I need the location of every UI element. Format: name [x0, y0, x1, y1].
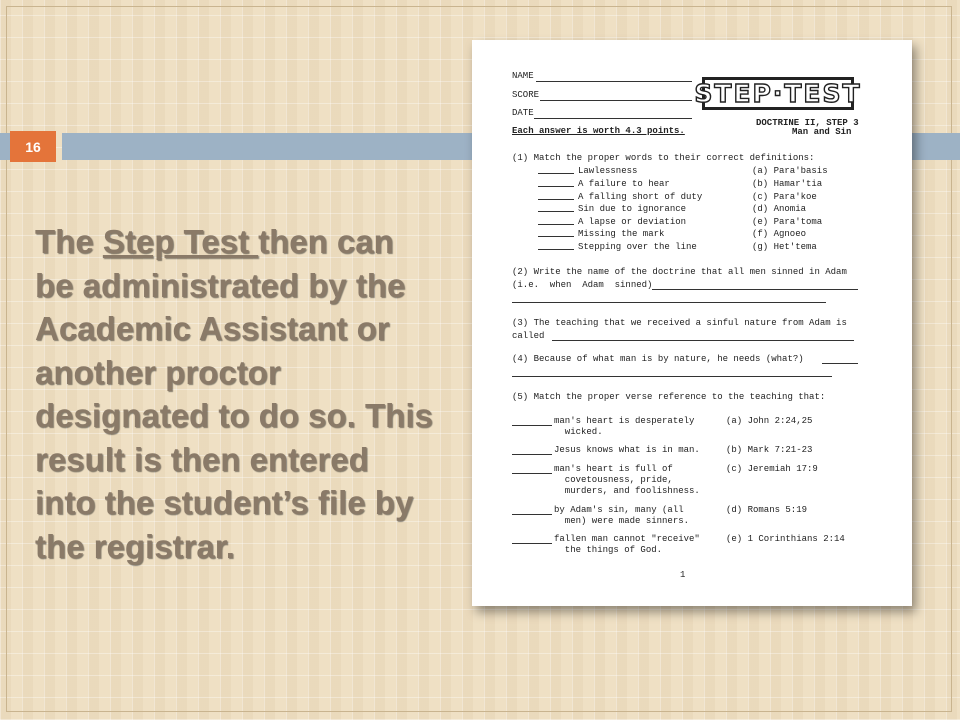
question-3-cont: called	[512, 331, 545, 341]
q1-option: (f) Agnoeo	[752, 229, 807, 239]
answer-blank	[512, 543, 552, 544]
answer-blank	[552, 340, 854, 341]
q5-reference: (c) Jeremiah 17:9	[726, 464, 818, 474]
score-blank	[540, 100, 692, 101]
answer-blank	[652, 289, 858, 290]
answer-blank	[538, 236, 574, 237]
answer-blank	[538, 249, 574, 250]
q1-term: Lawlessness	[578, 166, 638, 176]
doctrine-heading: DOCTRINE II, STEP 3	[756, 118, 859, 128]
q5-reference: (b) Mark 7:21-23	[726, 445, 813, 455]
page-number: 1	[680, 570, 686, 580]
name-blank	[536, 81, 692, 82]
q1-term: A lapse or deviation	[578, 217, 687, 227]
step-test-document	[472, 40, 912, 606]
q1-option: (b) Hamar'tia	[752, 179, 823, 189]
body-text-rest: then can be administrated by the Academic Assistant or another proctor designated to do so. This result is then entered into the student’s file by the registrar.	[35, 223, 433, 565]
answer-blank	[538, 211, 574, 212]
points-note: Each answer is worth 4.3 points.	[512, 126, 685, 136]
q5-reference: (e) 1 Corinthians 2:14	[726, 534, 845, 544]
q1-option: (c) Para'koe	[752, 192, 817, 202]
doctrine-subheading: Man and Sin	[792, 127, 852, 137]
slide-number: 16	[10, 131, 56, 162]
slide-body-text	[35, 220, 435, 568]
question-5: (5) Match the proper verse reference to the teaching that:	[512, 392, 826, 402]
answer-blank	[538, 173, 574, 174]
q1-term: Missing the mark	[578, 229, 665, 239]
score-label: SCORE	[512, 90, 540, 100]
question-4: (4) Because of what man is by nature, he needs (what?)	[512, 354, 804, 364]
header-band-left	[0, 133, 10, 160]
date-label: DATE	[512, 108, 534, 118]
answer-blank	[538, 199, 574, 200]
q1-option: (e) Para'toma	[752, 217, 823, 227]
answer-blank	[538, 224, 574, 225]
answer-blank	[512, 302, 826, 303]
question-2: (2) Write the name of the doctrine that all men sinned in Adam	[512, 267, 847, 277]
q1-option: (a) Para'basis	[752, 166, 828, 176]
question-3: (3) The teaching that we received a sinful nature from Adam is	[512, 318, 847, 328]
q5-statement: man's heart is desperately wicked.	[554, 416, 695, 437]
q1-term: Stepping over the line	[578, 242, 697, 252]
step-test-term: Step Test	[102, 223, 259, 260]
q1-term: A failure to hear	[578, 179, 670, 189]
name-label: NAME	[512, 71, 534, 81]
body-text-start: The	[35, 223, 103, 260]
q1-option: (d) Anomia	[752, 204, 807, 214]
answer-blank	[538, 186, 574, 187]
q1-option: (g) Het'tema	[752, 242, 817, 252]
answer-blank	[512, 425, 552, 426]
step-test-logo: STEP·TEST	[694, 79, 862, 108]
q5-reference: (a) John 2:24,25	[726, 416, 813, 426]
q5-statement: Jesus knows what is in man.	[554, 445, 700, 455]
answer-blank	[512, 376, 832, 377]
q5-statement: fallen man cannot "receive" the things of God.	[554, 534, 700, 555]
q1-term: Sin due to ignorance	[578, 204, 687, 214]
date-blank	[534, 118, 692, 119]
answer-blank	[512, 473, 552, 474]
answer-blank	[512, 514, 552, 515]
answer-blank	[822, 363, 858, 364]
q5-statement: by Adam's sin, many (all men) were made sinners.	[554, 505, 690, 526]
q5-reference: (d) Romans 5:19	[726, 505, 808, 515]
answer-blank	[512, 454, 552, 455]
q1-term: A falling short of duty	[578, 192, 703, 202]
q5-statement: man's heart is full of covetousness, pride, murders, and foolishness.	[554, 464, 700, 496]
question-2-cont: (i.e. when Adam sinned)	[512, 280, 653, 290]
question-1: (1) Match the proper words to their correct definitions:	[512, 153, 815, 163]
